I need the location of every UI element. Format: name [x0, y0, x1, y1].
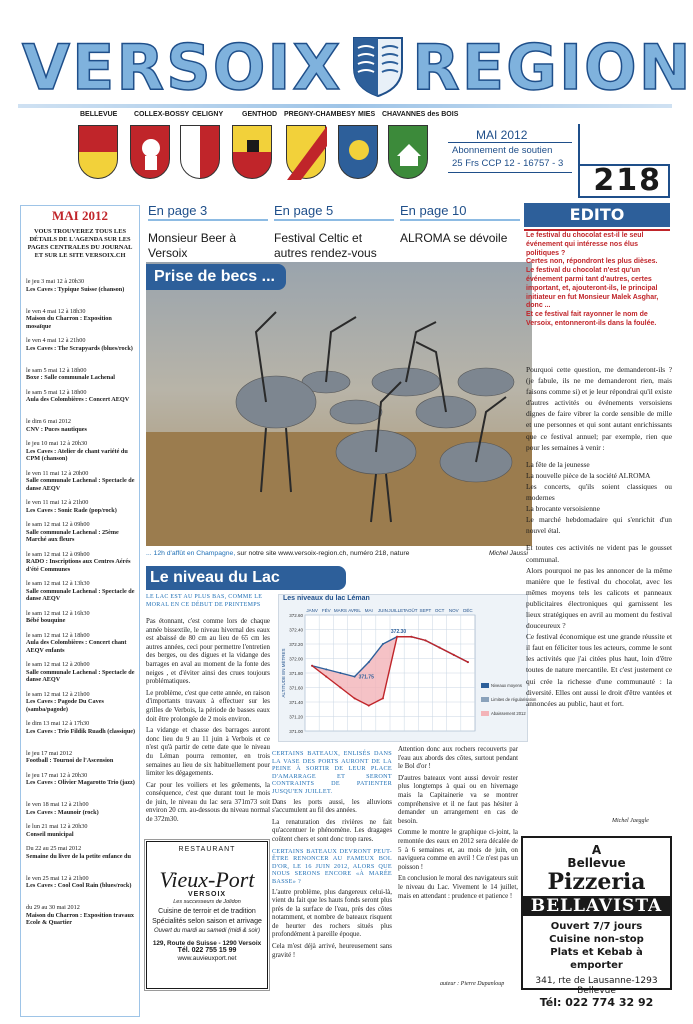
photo-credit: Michel Jaussi	[488, 550, 528, 557]
agenda-event	[26, 367, 138, 382]
agenda-column	[20, 205, 140, 1017]
agenda-event-desc: Salle communale Lachenal : Spectacle de danse AEQV	[26, 668, 135, 683]
agenda-event	[26, 632, 138, 655]
divider	[448, 142, 572, 143]
lake-level-chart	[278, 594, 537, 742]
masthead	[14, 30, 693, 106]
agenda-event-desc: Maison du Charron : Exposition travaux Ecole & Quartier	[26, 911, 135, 926]
agenda-event	[26, 875, 138, 890]
resto-line: Ouvert du mardi au samedi (midi & soir)	[153, 928, 261, 934]
x-tick-label: SEPT	[419, 608, 432, 613]
legend-swatch	[481, 697, 489, 702]
teaser-text: Monsieur Beer à Versoix	[148, 231, 237, 260]
list-item: Les concerts, qu'ils soient classiques ou modernes	[526, 481, 672, 503]
paragraph: L'autre problème, plus dangereux celui-là, vient du fait que les hauts fonds seront plus près de la surface de l'eau, près des côtes notamment, et nombre de bateaux risquent de heurter des rochers situés plus profondément à pareille époque.	[272, 888, 392, 939]
pizza-a: A	[591, 843, 602, 857]
edito-red-line: Le festival du chocolat n'est qu'un événement parmi tant d'autres, certes important, et, ajouteront-ils, le principal initiateur en fut Monsieur Malek Asghar, donc ...	[526, 267, 659, 310]
caption-lead: ... 12h d'affût en Champagne,	[146, 550, 236, 557]
edito-body	[526, 364, 672, 709]
commune-label: CELIGNY	[192, 111, 224, 118]
commune-label: COLLEX-BOSSY	[134, 111, 190, 118]
agenda-event	[26, 418, 138, 433]
genthod-shield-icon	[232, 125, 272, 179]
agenda-event	[26, 580, 138, 603]
paragraph: Alors pourquoi ne pas les annoncer de la même manière que le festival du chocolat, avec les mêmes moyens tels les calicots et panneaux publicitaires électroniques qui garnissent les lieux stratégiques en avril au moment du festival douceureux ?	[526, 565, 672, 631]
agenda-event-desc: Les Caves : Trio Fildik Ruadh (classique)	[26, 727, 136, 735]
agenda-event-date: le sam 12 mai 12 à 09h00	[26, 521, 90, 528]
commune-label: GENTHOD	[242, 111, 277, 118]
list-item: La nouvelle pièce de la société ALROMA	[526, 470, 651, 480]
agenda-event	[26, 750, 138, 765]
divider	[524, 229, 670, 231]
lac-column-2	[272, 750, 392, 963]
x-tick-label: JUIN	[377, 608, 388, 613]
teaser-heading: En page 10	[400, 203, 520, 221]
pizza-line: Plats et Kebab à emporter	[550, 947, 643, 971]
teaser-heading: En page 5	[274, 203, 394, 221]
list-item: Le marché hebdomadaire qui s'enrichit d'un nouvel étal.	[526, 515, 672, 536]
data-point	[339, 672, 341, 674]
paragraph: Car pour les voiliers et les grêements, la conséquence, c'est que durant tout le mois de juin, le niveau du lac sera 371m73 soit environ 20 cm. au-dessous du niveau normal de 372m30.	[146, 781, 270, 824]
x-tick-label: MAI	[364, 608, 373, 613]
article-author: auteur : Pierre Dupanloup	[440, 981, 505, 987]
agenda-event-desc: Conseil municipal	[26, 830, 74, 838]
pizza-address: 341, rte de Lausanne-1293 Bellevue	[535, 976, 658, 996]
agenda-event-date: le ven 4 mai 12 à 18h30	[26, 307, 86, 315]
edito-red-line: Et ce festival fait rayonner le nom de Versoix, entonneront-ils dans la foulée.	[526, 311, 657, 327]
list-item: La brocante versoisienne	[526, 504, 600, 514]
data-point	[368, 705, 370, 707]
highlight-paragraph: CERTAINS BATEAUX, ENLISÉS DANS LA VASE DES PORTS AURONT DE LA PEINE À SORTIR DE LEUR PLACE D'AMARRAGE ET SERONT CONTRAINTS DE PATIENTER JUSQU'EN JUILLET.	[272, 750, 392, 795]
agenda-event	[26, 337, 138, 352]
data-point	[339, 687, 341, 689]
paragraph: Dans les ports aussi, les alluvions s'accumulent au fil des années.	[272, 798, 392, 815]
agenda-event-desc: Salle communale Lachenal : Spectacle de danse AEQV	[26, 477, 135, 492]
teaser-page-10[interactable]	[400, 203, 520, 246]
x-tick-label: FÉV	[321, 608, 331, 613]
resto-website[interactable]: www.auvieuxport.net	[177, 955, 237, 962]
agenda-event-desc: Aula des Colombières : Concert AEQV	[26, 396, 130, 403]
resto-line: Spécialités selon saison et arrivage	[152, 918, 262, 925]
data-point	[354, 697, 356, 699]
teaser-text: Festival Celtic et autres rendez-vous	[274, 231, 377, 260]
y-tick-label: 371.00	[289, 729, 303, 734]
agenda-event-desc: Aula des Colombières : Concert chant AEQV enfants	[26, 639, 127, 654]
lac-intro: LE LAC EST AU PLUS BAS, COMME LE MORAL EN CE DÉBUT DE PRINTEMPS	[146, 594, 263, 608]
chart-canvas	[279, 595, 537, 741]
x-tick-label: MARS	[333, 608, 347, 613]
agenda-event-date: le ven 11 mai 12 à 20h00	[26, 469, 89, 477]
agenda-event-date: le sam 12 mai 12 à 21h00	[26, 690, 90, 698]
data-point	[453, 654, 455, 656]
agenda-event-desc: Salle communale Lachenal : 25ème Marché aux fleurs	[26, 528, 119, 543]
teaser-heading: En page 3	[148, 203, 268, 221]
commune-label: PREGNY-CHAMBESY	[284, 111, 356, 118]
agenda-event-desc: CNV : Puces nautiques	[26, 425, 87, 433]
celigny-shield-icon	[180, 125, 220, 179]
pizza-bellavista: BELLAVISTA	[523, 896, 670, 916]
legend-label: Niveaux moyens	[491, 683, 522, 688]
y-tick-label: 372.00	[289, 656, 303, 662]
resto-address: 129, Route de Suisse - 1290 Versoix	[152, 940, 262, 947]
edito-red-line: Le festival du chocolat est-il le seul événement qui intéresse nos élus politiques ?	[526, 232, 644, 257]
edito-red-line: Certes non, répondront les plus dièses.	[526, 258, 658, 266]
y-tick-label: 371.60	[289, 685, 303, 691]
issue-number: 218	[580, 164, 670, 198]
agenda-event-desc: Boxe : Salle communale Lachenal	[26, 374, 116, 381]
resto-line: Cuisine de terroir et de tradition	[158, 908, 256, 915]
agenda-event	[26, 661, 138, 684]
agenda-event	[26, 499, 138, 514]
x-tick-label: JUILLET	[388, 608, 406, 613]
agenda-event	[26, 278, 138, 293]
agenda-event-date: le sam 5 mai 12 à 18h00	[26, 366, 87, 374]
agenda-event-date: le jeu 10 mai 12 à 20h30	[26, 440, 88, 447]
cranes-photo	[146, 262, 532, 546]
agenda-event	[26, 904, 138, 927]
photo-title: Prise de becs ...	[146, 264, 286, 290]
agenda-event-desc: Maison du Charron : Exposition mosaïque	[26, 315, 112, 330]
agenda-event-desc: Les Caves : Olivier Magarotto Trio (jazz)	[26, 779, 135, 786]
y-tick-label: 372.20	[289, 642, 303, 647]
subscription-label: Abonnement de soutien	[452, 145, 553, 156]
masthead-underline	[18, 104, 672, 108]
commune-label: MIES	[358, 111, 376, 118]
y-tick-label: 371.20	[289, 714, 303, 720]
data-point	[325, 668, 327, 670]
data-point	[368, 661, 370, 663]
agenda-event	[26, 440, 138, 463]
legend-label: Abaissement 2012	[491, 711, 526, 716]
agenda-event-date: le sam 12 mai 12 à 09h00	[26, 550, 90, 558]
paragraph: Et toutes ces activités ne vident pas le gousset communal.	[526, 543, 672, 564]
x-tick-label: JANV	[306, 608, 318, 613]
lac-column-1	[146, 618, 270, 828]
communes-list	[80, 111, 460, 123]
masthead-versoix: VERSOIX	[22, 31, 343, 104]
agenda-event-date: le sam 12 mai 12 à 13h30	[26, 580, 90, 587]
agenda-event	[26, 521, 138, 544]
agenda-event-date: le ven 18 mai 12 à 21h00	[26, 801, 89, 808]
y-tick-label: 371.80	[289, 671, 303, 676]
agenda-event	[26, 845, 138, 860]
caption-text[interactable]: sur notre site www.versoix-region.ch, numéro 218, nature	[235, 550, 410, 557]
agenda-event-date: le jeu 3 mai 12 à 20h30	[26, 278, 85, 285]
data-point	[354, 676, 356, 678]
pizza-bellevue: Bellevue	[567, 856, 626, 870]
divider	[448, 172, 572, 173]
agenda-event-desc: Les Caves : Atelier de chant variété du CPM (chanson)	[26, 447, 128, 462]
agenda-event-desc: Les Caves : The Scrapyards (blues/rock)	[26, 344, 133, 352]
resto-phone: Tél. 022 755 15 99	[177, 947, 237, 954]
mies-shield-icon	[338, 125, 378, 179]
issue-box	[448, 124, 576, 192]
commune-shields	[76, 125, 452, 187]
collex-bossy-shield-icon	[130, 125, 170, 179]
teaser-page-5[interactable]	[274, 203, 394, 261]
paragraph: La vidange et chasse des barrages auront donc lieu du 9 au 11 juin à Verbois et ce n'est qu'à partir de cette date que le niveau du Léman pourra remonter, en trois semaines au lieu de six habituellement pour limiter les dégagements.	[146, 727, 270, 778]
data-point	[396, 636, 398, 638]
y-tick-label: 372.40	[289, 627, 303, 633]
paragraph: Cela m'est déjà arrivé, heureusement sans gravité !	[272, 943, 392, 959]
paragraph: Le problème, c'est que cette année, en raison d'importants travaux à effectuer sur les grilles de Verbois, la période de basses eaux doit être prolongée de 2 mois environ.	[146, 689, 270, 723]
list-item: La fête de la jeunesse	[526, 459, 590, 469]
legend-swatch	[481, 711, 489, 716]
resto-owners: Les successeurs de Jolidon	[173, 899, 241, 905]
restaurant-ad[interactable]	[146, 841, 268, 989]
paragraph: Comme le montre le graphique ci-joint, la remontée des eaux en 2012 sera décalée de 5 à 6 semaines et, au mois de juin, on naviguera comme en avril ! Ce n'est pas un poisson !	[398, 829, 518, 871]
agenda-event-date: le ven 4 mai 12 à 21h00	[26, 337, 86, 344]
agenda-event-date: le jeu 17 mai 12 à 20h30	[26, 771, 88, 779]
agenda-event	[26, 772, 138, 787]
paragraph: Pas étonnant, c'est comme lors de chaque année bissextile, le niveau hivernal des eaux est abaissé de 80 cm au lieu de 65 cm les autres années, ceci pour permettre l'entretien des berges, ou des digues et la vidange des barrages en aval au moment de la fonte des neiges , et d'éviter ainsi des crues toujours problématiques.	[146, 618, 270, 686]
issue-month: MAI 2012	[476, 128, 528, 142]
agenda-event-date: le lun 21 mai 12 à 20h30	[26, 823, 88, 830]
legend-swatch	[481, 683, 489, 688]
pizza-line: Ouvert 7/7 jours	[550, 921, 643, 932]
data-point	[382, 643, 384, 645]
x-tick-label: NOV	[448, 608, 459, 613]
paragraph: En conclusion le moral des navigateurs suit le niveau du Lac. Vivement le 14 juillet, mais en attendant : prudence et patience !	[398, 875, 518, 900]
agenda-event	[26, 823, 138, 838]
agenda-title: MAI 2012	[52, 208, 108, 223]
bellevue-shield-icon	[78, 125, 118, 179]
agenda-event-date: le sam 12 mai 12 à 20h00	[26, 661, 90, 668]
agenda-event	[26, 308, 138, 331]
edito-heading: EDITO	[524, 203, 670, 227]
paragraph: Pourquoi cette question, me demanderont-ils ? (je fabule, ils ne me demanderont rien, mais faisons comme si) et je leur répondrai qu'il existe d'autres activités ou événements versoisiens dignes de faire vibrer la corde sensible de mille et une personnes et qui sont autant enrichissants que ce festival annuel; par exemple, rien que pour les semaines à venir :	[526, 365, 672, 452]
x-tick-label: AOÛT	[404, 608, 418, 613]
agenda-event-date: Du 22 au 25 mai 2012	[26, 845, 82, 852]
agenda-event-date: du 29 au 30 mai 2012	[26, 904, 80, 911]
agenda-event-desc: Les Caves : Maunoir (rock)	[26, 808, 99, 816]
y-axis-label: ALTITUDE EN MÈTRES	[281, 648, 286, 698]
highlight-paragraph: CERTAINS BATEAUX DEVRONT PEUT-ÊTRE RENONCER AU FAMEUX BOL D'OR, LE 16 JUIN 2012, ALORS QUE NOUS SERONS ENCORE «À MARÉE BASSE» ?	[272, 847, 392, 885]
edito-signature: Michel Jaeggle	[612, 818, 649, 824]
annotation-label: 372.30	[390, 628, 407, 635]
agenda-event	[26, 470, 138, 493]
agenda-event-desc: Football : Tournoi de l'Ascension	[26, 757, 114, 764]
pizzeria-ad[interactable]	[521, 836, 672, 1009]
versoix-coat-of-arms-icon	[350, 34, 406, 98]
masthead-region: REGION	[412, 31, 693, 104]
lac-column-3	[398, 746, 518, 904]
data-point	[467, 661, 469, 663]
agenda-event	[26, 720, 138, 735]
agenda-event-date: le sam 12 mai 12 à 16h30	[26, 609, 90, 617]
lac-title: Le niveau du Lac	[146, 566, 346, 590]
resto-place: VERSOIX	[187, 891, 227, 898]
agenda-intro: VOUS TROUVEREZ TOUS LES DÉTAILS DE L'AGENDA SUR LES PAGES CENTRALES DU JOURNAL ET SUR LE SITE VERSOIX.CH	[27, 228, 133, 259]
edito-intro	[526, 232, 672, 329]
pizza-phone: Tél: 022 774 32 92	[539, 996, 654, 1009]
agenda-event-date: le sam 5 mai 12 à 18h00	[26, 388, 87, 396]
x-tick-label: DÉC	[463, 608, 473, 613]
y-tick-label: 372.60	[289, 613, 303, 618]
resto-top: RESTAURANT	[178, 846, 236, 853]
paragraph: Ce festival économique est une grande réussite et il faut en féliciter tous les acteurs, comme le sont les activités que j'ai citées plus haut, loin d'être toutes de nature mercantile. Et c'est justement ce qui crée la richesse d'une communauté : la diversité. Elles ont aussi le droit d'être vantées et annoncées au public, haut et fort.	[526, 632, 672, 708]
pregny-chambesy-shield-icon	[286, 125, 326, 179]
agenda-event	[26, 691, 138, 714]
agenda-event-date: le jeu 17 mai 2012	[26, 749, 73, 757]
pizza-line: Cuisine non-stop	[549, 934, 644, 945]
legend-label: Limites de régularisation	[491, 697, 537, 702]
agenda-event	[26, 610, 138, 625]
data-point	[382, 697, 384, 699]
teaser-text: ALROMA se dévoile	[400, 231, 508, 245]
annotation-label: 371.75	[358, 674, 374, 681]
chavannes-shield-icon	[388, 125, 428, 179]
agenda-event-desc: Les Caves : Typique Suisse (chanson)	[26, 285, 125, 293]
photo-caption	[146, 550, 532, 557]
y-tick-label: 371.40	[289, 700, 303, 705]
commune-label: BELLEVUE	[80, 111, 118, 118]
chart-title: Les niveaux du lac Léman	[283, 595, 370, 602]
agenda-event-desc: Salle communale Lachenal : Spectacle de danse AEQV	[26, 587, 135, 602]
agenda-event-desc: RADO : Inscriptions aux Centres Aérés d'été Communes	[26, 558, 131, 573]
agenda-event-date: le sam 12 mai 12 à 18h00	[26, 631, 90, 639]
agenda-event-date: le ven 25 mai 12 à 21h00	[26, 874, 89, 882]
agenda-event-desc: Les Caves : Pagode Du Caves (samba/pagode)	[26, 698, 104, 713]
commune-label: CHAVANNES des BOIS	[382, 111, 459, 118]
x-tick-label: AVRIL	[348, 608, 361, 613]
agenda-event-desc: Bébé bouquine	[26, 617, 66, 624]
agenda-event-date: le dim 6 mai 2012	[26, 418, 72, 425]
data-point	[424, 639, 426, 641]
agenda-event-desc: Les Caves : Cool Cool Rain (blues/rock)	[26, 882, 132, 889]
x-tick-label: OCT	[434, 608, 445, 613]
paragraph: D'autres bateaux vont aussi devoir rester plus longtemps à quai ou en hivernage mais la Capitainerie va se montrer compréhensive et il ne faut pas hésiter à demander un arrangement en cas de besoin.	[398, 774, 518, 825]
edito-list	[526, 459, 672, 537]
paragraph: La renaturation des rivières ne fait qu'accentuer le phénomène. Les dragages coûtent chers et sont donc trop rares.	[272, 818, 392, 843]
data-point	[439, 647, 441, 649]
subscription-price: 25 Frs CCP 12 - 16757 - 3	[452, 158, 564, 169]
data-point	[410, 636, 412, 638]
agenda-event-date: le dim 13 mai 12 à 17h30	[26, 720, 90, 727]
agenda-event-desc: Semaine du livre de la petite enfance du	[26, 852, 131, 860]
agenda-event	[26, 551, 138, 574]
data-point	[325, 676, 327, 678]
agenda-event-desc: Les Caves : Sonic Rade (pop/rock)	[26, 506, 117, 514]
teaser-page-3[interactable]	[148, 203, 268, 261]
resto-name: Vieux-Port	[159, 867, 255, 892]
agenda-event-date: le ven 11 mai 12 à 21h00	[26, 499, 89, 506]
paragraph: Attention donc aux rochers recouverts par l'eau aux abords des côtes, surtout pendant le Bol d'or !	[398, 746, 518, 771]
data-point	[311, 665, 313, 667]
agenda-event	[26, 801, 138, 816]
agenda-event	[26, 389, 138, 404]
pizza-name: Pizzeria	[547, 869, 646, 895]
